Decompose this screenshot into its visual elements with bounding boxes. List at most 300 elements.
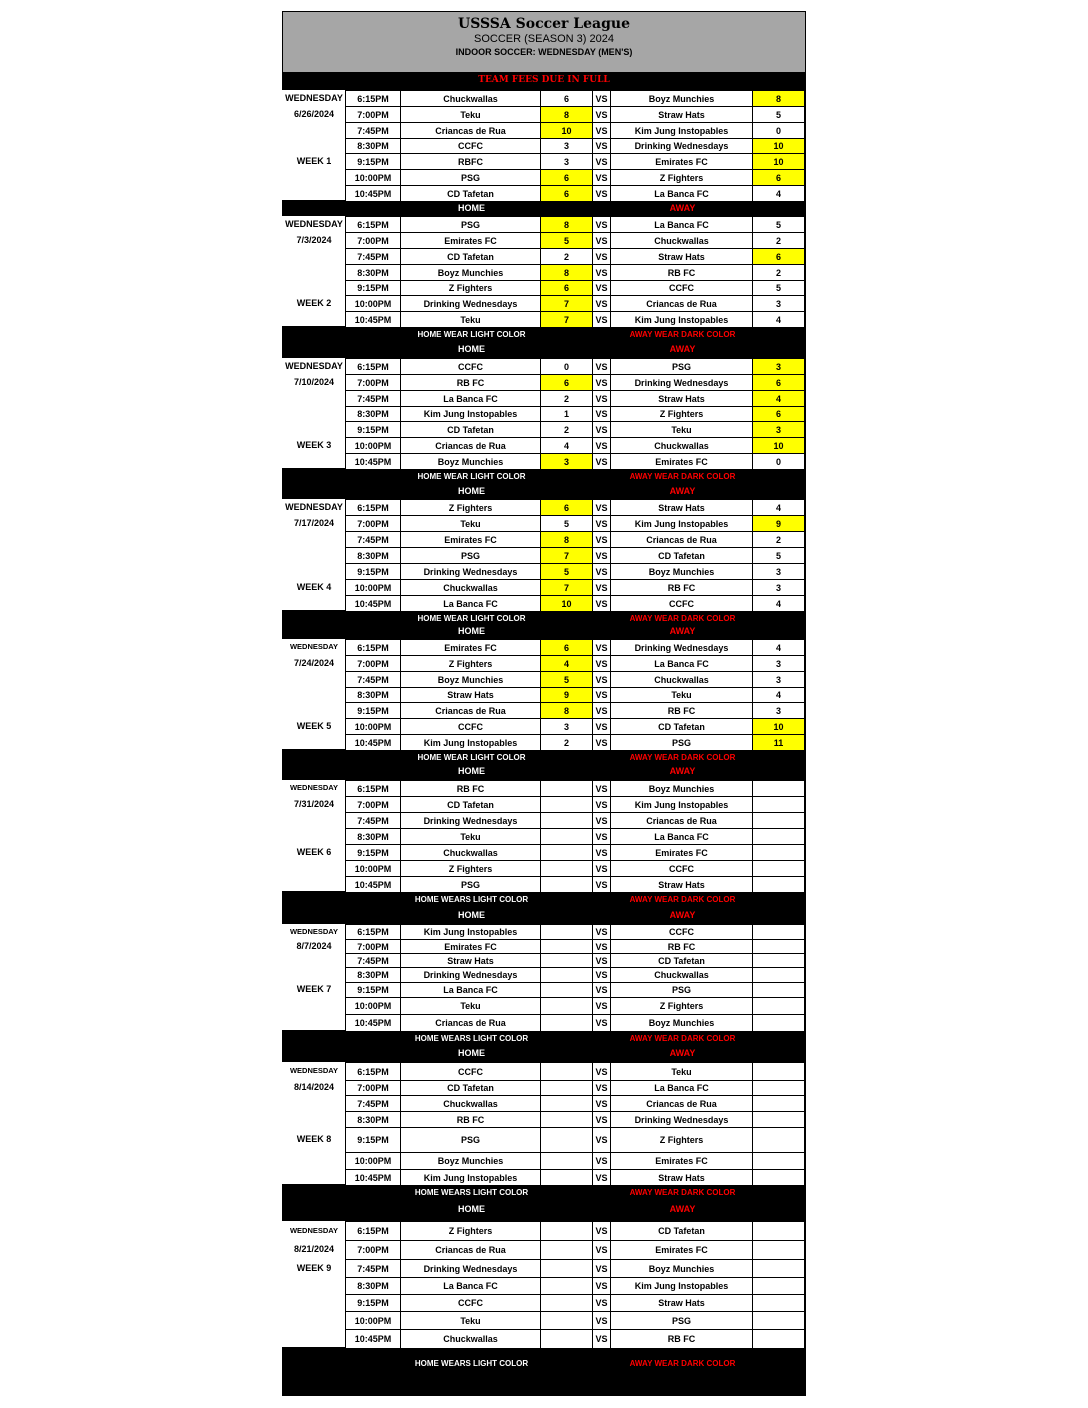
home-away-header-row: [282, 625, 806, 638]
away-score: [753, 1063, 804, 1080]
home-column-label: HOME: [458, 344, 485, 354]
away-team: RB FC: [611, 703, 752, 718]
home-team: Boyz Munchies: [401, 454, 540, 469]
away-score: 4: [753, 312, 804, 327]
away-score: 5: [753, 281, 804, 295]
home-team: CD Tafetan: [401, 186, 540, 201]
home-team: PSG: [401, 217, 540, 232]
league-title: USSSA Soccer League: [457, 16, 630, 32]
game-time: 8:30PM: [346, 829, 400, 844]
vs-label: VS: [593, 1278, 610, 1294]
vs-label: VS: [593, 861, 610, 876]
home-away-header-row: [282, 202, 806, 215]
vs-label: VS: [593, 703, 610, 718]
game-time: 9:15PM: [346, 1295, 400, 1311]
game-time: 10:00PM: [346, 296, 400, 311]
away-score: 0: [753, 454, 804, 469]
home-team: Teku: [401, 516, 540, 531]
home-team: Boyz Munchies: [401, 672, 540, 687]
home-score: 5: [541, 564, 592, 579]
home-score: [541, 925, 592, 939]
vs-label: VS: [593, 1260, 610, 1277]
home-team: Z Fighters: [401, 861, 540, 876]
away-team: Z Fighters: [611, 407, 752, 421]
away-score: [753, 829, 804, 844]
home-uniform-note: HOME WEAR LIGHT COLOR: [417, 614, 526, 623]
away-column-label: AWAY: [669, 1048, 696, 1058]
away-column-label: AWAY: [669, 626, 696, 636]
home-away-header-row: [282, 343, 806, 356]
home-score: [541, 861, 592, 876]
away-team: Straw Hats: [611, 500, 752, 515]
away-score: [753, 1241, 804, 1259]
away-uniform-note: AWAY WEAR DARK COLOR: [629, 1034, 736, 1043]
vs-label: VS: [593, 454, 610, 469]
home-team: Teku: [401, 1312, 540, 1329]
week-label: WEEK 6: [296, 847, 332, 857]
game-time: 7:45PM: [346, 123, 400, 138]
away-score: [753, 1153, 804, 1169]
home-score: 6: [541, 281, 592, 295]
away-score: 10: [753, 438, 804, 453]
vs-label: VS: [593, 954, 610, 967]
uniform-color-row: [282, 751, 806, 764]
home-uniform-note: HOME WEARS LIGHT COLOR: [414, 895, 529, 904]
away-team: Boyz Munchies: [611, 564, 752, 579]
home-score: [541, 1222, 592, 1240]
away-score: [753, 813, 804, 828]
home-team: Drinking Wednesdays: [401, 564, 540, 579]
home-team: Straw Hats: [401, 954, 540, 967]
home-score: [541, 829, 592, 844]
game-time: 10:45PM: [346, 1015, 400, 1031]
away-team: CCFC: [611, 281, 752, 295]
home-column-label: HOME: [458, 910, 485, 920]
home-team: Criancas de Rua: [401, 1241, 540, 1259]
away-team: CD Tafetan: [611, 719, 752, 734]
home-team: CD Tafetan: [401, 249, 540, 264]
home-score: 4: [541, 438, 592, 453]
away-team: Chuckwallas: [611, 438, 752, 453]
vs-label: VS: [593, 672, 610, 687]
home-score: 5: [541, 672, 592, 687]
away-score: 6: [753, 170, 804, 185]
season-title: SOCCER (SEASON 3) 2024: [474, 33, 614, 45]
game-time: 10:00PM: [346, 861, 400, 876]
game-time: 7:45PM: [346, 532, 400, 547]
uniform-color-row: [282, 612, 806, 625]
game-time: 10:45PM: [346, 596, 400, 611]
away-team: La Banca FC: [611, 829, 752, 844]
home-score: 0: [541, 359, 592, 374]
week-date: 8/14/2024: [293, 1082, 335, 1092]
home-score: 8: [541, 265, 592, 280]
home-team: Z Fighters: [401, 1222, 540, 1240]
home-score: 2: [541, 735, 592, 750]
day-label: WEDNESDAY: [285, 361, 343, 371]
away-team: Chuckwallas: [611, 672, 752, 687]
home-score: [541, 940, 592, 953]
game-time: 7:45PM: [346, 249, 400, 264]
vs-label: VS: [593, 1063, 610, 1080]
away-team: Emirates FC: [611, 1153, 752, 1169]
vs-label: VS: [593, 735, 610, 750]
home-score: [541, 1260, 592, 1277]
away-team: PSG: [611, 983, 752, 997]
game-time: 7:45PM: [346, 1096, 400, 1111]
away-team: CD Tafetan: [611, 548, 752, 563]
away-team: Chuckwallas: [611, 968, 752, 982]
game-time: 6:15PM: [346, 1063, 400, 1080]
home-away-header-row: [282, 485, 806, 498]
vs-label: VS: [593, 1295, 610, 1311]
home-team: Emirates FC: [401, 940, 540, 953]
home-team: CCFC: [401, 1295, 540, 1311]
vs-label: VS: [593, 968, 610, 982]
home-score: [541, 1112, 592, 1127]
game-time: 9:15PM: [346, 281, 400, 295]
vs-label: VS: [593, 596, 610, 611]
game-time: 7:45PM: [346, 391, 400, 406]
away-column-label: AWAY: [669, 766, 696, 776]
away-score: [753, 845, 804, 860]
vs-label: VS: [593, 845, 610, 860]
home-away-header-row: [282, 909, 806, 922]
home-team: La Banca FC: [401, 1278, 540, 1294]
vs-label: VS: [593, 813, 610, 828]
home-uniform-note: HOME WEARS LIGHT COLOR: [414, 1034, 529, 1043]
vs-label: VS: [593, 217, 610, 232]
vs-label: VS: [593, 781, 610, 796]
home-team: Boyz Munchies: [401, 265, 540, 280]
away-team: Straw Hats: [611, 1170, 752, 1185]
game-time: 8:30PM: [346, 688, 400, 702]
vs-label: VS: [593, 1015, 610, 1031]
vs-label: VS: [593, 532, 610, 547]
vs-label: VS: [593, 940, 610, 953]
home-uniform-note: HOME WEARS LIGHT COLOR: [414, 1188, 529, 1197]
game-time: 10:45PM: [346, 312, 400, 327]
home-team: Drinking Wednesdays: [401, 296, 540, 311]
vs-label: VS: [593, 1170, 610, 1185]
vs-label: VS: [593, 91, 610, 106]
uniform-color-row: [282, 1357, 806, 1370]
home-team: Straw Hats: [401, 688, 540, 702]
home-team: PSG: [401, 1128, 540, 1152]
away-team: Boyz Munchies: [611, 91, 752, 106]
away-uniform-note: AWAY WEAR DARK COLOR: [629, 753, 736, 762]
game-time: 6:15PM: [346, 781, 400, 796]
away-score: [753, 925, 804, 939]
away-team: Emirates FC: [611, 845, 752, 860]
week-label: WEEK 5: [296, 721, 332, 731]
game-time: 6:15PM: [346, 925, 400, 939]
away-team: Criancas de Rua: [611, 813, 752, 828]
home-score: [541, 813, 592, 828]
home-score: [541, 1241, 592, 1259]
uniform-color-row: [282, 1186, 806, 1199]
home-team: CCFC: [401, 719, 540, 734]
vs-label: VS: [593, 877, 610, 892]
home-score: [541, 1170, 592, 1185]
home-team: Criancas de Rua: [401, 123, 540, 138]
away-team: La Banca FC: [611, 186, 752, 201]
vs-label: VS: [593, 925, 610, 939]
away-score: 3: [753, 422, 804, 437]
home-score: 8: [541, 703, 592, 718]
vs-label: VS: [593, 281, 610, 295]
week-label: WEEK 9: [296, 1263, 332, 1273]
away-score: [753, 1330, 804, 1348]
home-score: [541, 998, 592, 1014]
game-time: 10:00PM: [346, 1312, 400, 1329]
week-date: 7/10/2024: [293, 377, 335, 387]
away-team: Boyz Munchies: [611, 1015, 752, 1031]
away-uniform-note: AWAY WEAR DARK COLOR: [629, 472, 736, 481]
week-label: WEEK 2: [296, 298, 332, 308]
home-score: 10: [541, 596, 592, 611]
home-team: Z Fighters: [401, 281, 540, 295]
home-team: CCFC: [401, 359, 540, 374]
away-team: Kim Jung Instopables: [611, 123, 752, 138]
away-score: 2: [753, 265, 804, 280]
away-team: Emirates FC: [611, 1241, 752, 1259]
home-score: 5: [541, 233, 592, 248]
vs-label: VS: [593, 516, 610, 531]
away-score: 2: [753, 532, 804, 547]
away-score: [753, 940, 804, 953]
schedule-sheet: [282, 11, 806, 1396]
game-time: 10:45PM: [346, 877, 400, 892]
home-team: Emirates FC: [401, 640, 540, 655]
home-score: 8: [541, 217, 592, 232]
away-team: Straw Hats: [611, 1295, 752, 1311]
vs-label: VS: [593, 1241, 610, 1259]
vs-label: VS: [593, 296, 610, 311]
game-time: 7:00PM: [346, 375, 400, 390]
week-label: WEEK 4: [296, 582, 332, 592]
away-score: [753, 861, 804, 876]
away-score: 10: [753, 154, 804, 169]
home-score: [541, 954, 592, 967]
week-date: 7/31/2024: [293, 799, 335, 809]
home-score: 3: [541, 719, 592, 734]
home-score: 7: [541, 312, 592, 327]
away-score: 3: [753, 359, 804, 374]
home-score: [541, 877, 592, 892]
vs-label: VS: [593, 375, 610, 390]
vs-label: VS: [593, 186, 610, 201]
vs-label: VS: [593, 1222, 610, 1240]
home-team: Teku: [401, 312, 540, 327]
away-score: 8: [753, 91, 804, 106]
away-score: 4: [753, 596, 804, 611]
away-column-label: AWAY: [669, 910, 696, 920]
away-team: Criancas de Rua: [611, 1096, 752, 1111]
day-label: WEDNESDAY: [289, 642, 339, 651]
game-time: 10:00PM: [346, 1153, 400, 1169]
home-score: [541, 1278, 592, 1294]
vs-label: VS: [593, 107, 610, 122]
away-score: 6: [753, 407, 804, 421]
home-team: Drinking Wednesdays: [401, 1260, 540, 1277]
home-score: 6: [541, 170, 592, 185]
away-score: 2: [753, 233, 804, 248]
away-team: Criancas de Rua: [611, 296, 752, 311]
game-time: 7:45PM: [346, 1260, 400, 1277]
away-team: Straw Hats: [611, 391, 752, 406]
home-team: RB FC: [401, 1112, 540, 1127]
away-score: [753, 1260, 804, 1277]
away-score: 0: [753, 123, 804, 138]
home-team: CD Tafetan: [401, 797, 540, 812]
away-score: 3: [753, 564, 804, 579]
away-score: 4: [753, 186, 804, 201]
away-score: [753, 998, 804, 1014]
game-time: 9:15PM: [346, 845, 400, 860]
game-time: 10:00PM: [346, 719, 400, 734]
home-score: 6: [541, 186, 592, 201]
away-score: 9: [753, 516, 804, 531]
away-team: Z Fighters: [611, 998, 752, 1014]
vs-label: VS: [593, 797, 610, 812]
home-team: Chuckwallas: [401, 1330, 540, 1348]
away-score: [753, 1081, 804, 1095]
week-info-block: [282, 1221, 345, 1347]
game-time: 7:00PM: [346, 656, 400, 671]
day-label: WEDNESDAY: [289, 927, 339, 936]
uniform-color-row: [282, 1032, 806, 1045]
away-score: [753, 1295, 804, 1311]
away-score: 4: [753, 688, 804, 702]
home-score: [541, 1063, 592, 1080]
away-team: Kim Jung Instopables: [611, 1278, 752, 1294]
home-team: Z Fighters: [401, 656, 540, 671]
week-label: WEEK 7: [296, 984, 332, 994]
home-column-label: HOME: [458, 1048, 485, 1058]
game-time: 8:30PM: [346, 407, 400, 421]
away-score: [753, 1222, 804, 1240]
home-column-label: HOME: [458, 1204, 485, 1214]
home-uniform-note: HOME WEAR LIGHT COLOR: [417, 330, 526, 339]
away-team: Teku: [611, 1063, 752, 1080]
away-team: Straw Hats: [611, 877, 752, 892]
game-time: 6:15PM: [346, 640, 400, 655]
home-score: 6: [541, 500, 592, 515]
vs-label: VS: [593, 170, 610, 185]
home-score: [541, 1153, 592, 1169]
vs-label: VS: [593, 407, 610, 421]
away-score: [753, 1170, 804, 1185]
home-team: Kim Jung Instopables: [401, 407, 540, 421]
home-team: La Banca FC: [401, 596, 540, 611]
game-time: 10:45PM: [346, 454, 400, 469]
game-time: 10:45PM: [346, 1170, 400, 1185]
home-team: Chuckwallas: [401, 91, 540, 106]
home-away-header-row: [282, 765, 806, 778]
home-score: 2: [541, 391, 592, 406]
away-team: Criancas de Rua: [611, 532, 752, 547]
game-time: 8:30PM: [346, 968, 400, 982]
home-score: 3: [541, 454, 592, 469]
game-time: 7:00PM: [346, 1081, 400, 1095]
day-label: WEDNESDAY: [285, 93, 343, 103]
away-team: Kim Jung Instopables: [611, 312, 752, 327]
away-team: Drinking Wednesdays: [611, 640, 752, 655]
away-team: Straw Hats: [611, 249, 752, 264]
home-score: 7: [541, 580, 592, 595]
day-label: WEDNESDAY: [289, 1226, 339, 1235]
home-score: 8: [541, 107, 592, 122]
home-column-label: HOME: [458, 486, 485, 496]
game-time: 9:15PM: [346, 154, 400, 169]
home-score: [541, 968, 592, 982]
away-team: RB FC: [611, 940, 752, 953]
away-team: CCFC: [611, 861, 752, 876]
away-team: Kim Jung Instopables: [611, 797, 752, 812]
vs-label: VS: [593, 312, 610, 327]
game-time: 10:45PM: [346, 186, 400, 201]
game-time: 9:15PM: [346, 1128, 400, 1152]
home-team: Drinking Wednesdays: [401, 813, 540, 828]
home-team: Z Fighters: [401, 500, 540, 515]
away-score: [753, 1096, 804, 1111]
away-score: 5: [753, 107, 804, 122]
away-column-label: AWAY: [669, 486, 696, 496]
away-team: CCFC: [611, 596, 752, 611]
vs-label: VS: [593, 391, 610, 406]
away-score: [753, 954, 804, 967]
away-score: [753, 1015, 804, 1031]
day-label: WEDNESDAY: [289, 1066, 339, 1075]
home-score: 7: [541, 548, 592, 563]
away-team: PSG: [611, 359, 752, 374]
game-time: 7:45PM: [346, 813, 400, 828]
away-column-label: AWAY: [669, 1204, 696, 1214]
away-uniform-note: AWAY WEAR DARK COLOR: [629, 1359, 736, 1368]
home-column-label: HOME: [458, 203, 485, 213]
vs-label: VS: [593, 1312, 610, 1329]
away-team: Straw Hats: [611, 107, 752, 122]
home-team: Chuckwallas: [401, 1096, 540, 1111]
home-score: 6: [541, 375, 592, 390]
home-score: 8: [541, 532, 592, 547]
vs-label: VS: [593, 233, 610, 248]
vs-label: VS: [593, 580, 610, 595]
vs-label: VS: [593, 688, 610, 702]
game-time: 7:00PM: [346, 516, 400, 531]
home-team: Kim Jung Instopables: [401, 925, 540, 939]
home-team: PSG: [401, 877, 540, 892]
game-time: 9:15PM: [346, 422, 400, 437]
away-team: PSG: [611, 1312, 752, 1329]
vs-label: VS: [593, 1096, 610, 1111]
home-team: Chuckwallas: [401, 580, 540, 595]
week-date: 8/7/2024: [296, 941, 332, 951]
home-team: PSG: [401, 170, 540, 185]
away-score: 3: [753, 296, 804, 311]
home-team: RBFC: [401, 154, 540, 169]
away-team: Z Fighters: [611, 170, 752, 185]
game-time: 10:00PM: [346, 438, 400, 453]
away-team: Drinking Wednesdays: [611, 375, 752, 390]
vs-label: VS: [593, 829, 610, 844]
home-score: 6: [541, 640, 592, 655]
home-score: [541, 845, 592, 860]
home-team: RB FC: [401, 781, 540, 796]
home-team: Kim Jung Instopables: [401, 735, 540, 750]
game-time: 6:15PM: [346, 217, 400, 232]
